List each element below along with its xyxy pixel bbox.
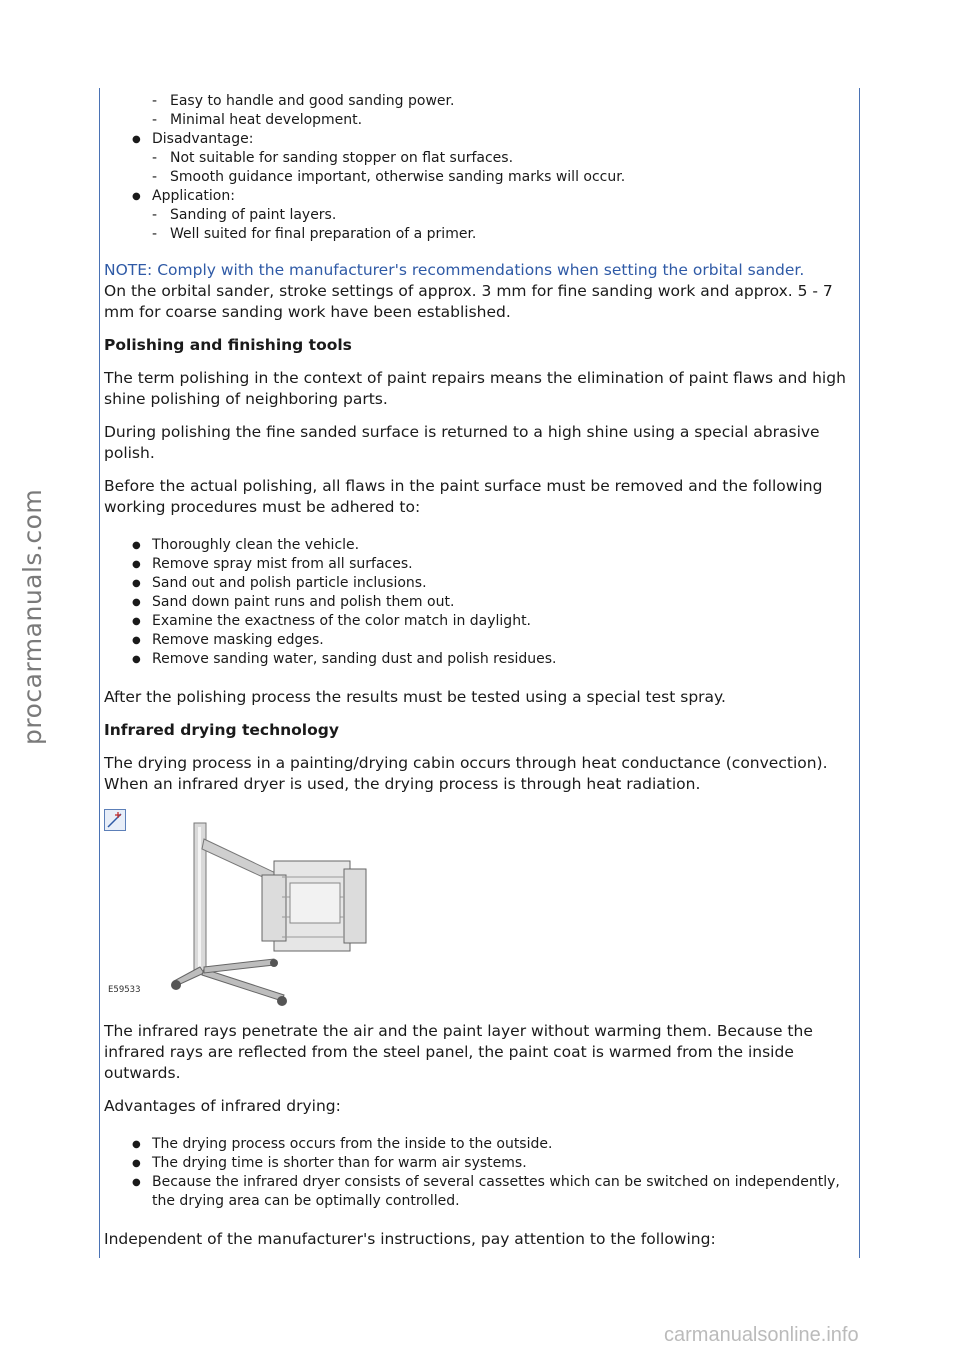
list-item: ● Thoroughly clean the vehicle.	[104, 536, 856, 555]
list-item: ● Remove spray mist from all surfaces.	[104, 555, 856, 574]
list-item: ● The drying process occurs from the inside to the outside.	[104, 1135, 856, 1154]
infrared-dryer-illustration	[164, 817, 424, 1007]
document-body	[104, 92, 856, 1250]
paragraph: On the orbital sander, stroke settings of approx. 3 mm for fine sanding work and approx. 5 - 7 mm for coarse sanding work have been established.	[104, 282, 833, 321]
paragraph: After the polishing process the results must be tested using a special test spray.	[104, 688, 726, 706]
list-item: - Well suited for final preparation of a primer.	[104, 225, 856, 244]
list-item: ● The drying time is shorter than for warm air systems.	[104, 1154, 856, 1173]
zoom-image-icon[interactable]	[104, 809, 126, 831]
footer-watermark: carmanualsonline.info	[664, 1324, 859, 1346]
section-heading: Infrared drying technology	[104, 721, 339, 739]
list-item: ● Application:	[104, 187, 856, 206]
section-heading: Polishing and finishing tools	[104, 336, 352, 354]
paragraph: Advantages of infrared drying:	[104, 1097, 341, 1115]
left-margin-rule	[99, 88, 100, 1258]
paragraph: The drying process in a painting/drying cabin occurs through heat conductance (convection). When an infrared dryer is used, the drying process is through heat radiation.	[104, 754, 828, 793]
paragraph: The infrared rays penetrate the air and the paint layer without warming them. Because the infrared rays are reflected from the steel panel, the paint coat is warmed from the inside outwards.	[104, 1022, 813, 1082]
figure	[104, 809, 856, 1009]
list-item: ● Remove sanding water, sanding dust and polish residues.	[104, 650, 856, 669]
paragraph: Independent of the manufacturer's instructions, pay attention to the following:	[104, 1230, 716, 1248]
procedure-list	[104, 536, 856, 669]
side-watermark: procarmanuals.com	[18, 488, 47, 745]
advantage-list	[104, 1135, 856, 1211]
paragraph: The term polishing in the context of paint repairs means the elimination of paint flaws and high shine polishing of neighboring parts.	[104, 369, 846, 408]
list-item: ● Examine the exactness of the color match in daylight.	[104, 612, 856, 631]
list-item: ● Because the infrared dryer consists of several cassettes which can be switched on independently, the drying area can be optimally controlled.	[104, 1173, 856, 1211]
right-margin-rule	[859, 88, 860, 1258]
list-item: ● Remove masking edges.	[104, 631, 856, 650]
list-item: ● Sand down paint runs and polish them out.	[104, 593, 856, 612]
list-item: - Minimal heat development.	[104, 111, 856, 130]
note: NOTE: Comply with the manufacturer's recommendations when setting the orbital sander.	[104, 261, 805, 279]
list-item: ● Disadvantage:	[104, 130, 856, 149]
list-item: - Smooth guidance important, otherwise sanding marks will occur.	[104, 168, 856, 187]
paragraph: Before the actual polishing, all flaws in the paint surface must be removed and the following working procedures must be adhered to:	[104, 477, 823, 516]
list-item: - Not suitable for sanding stopper on flat surfaces.	[104, 149, 856, 168]
list-item: - Easy to handle and good sanding power.	[104, 92, 856, 111]
paragraph: During polishing the fine sanded surface is returned to a high shine using a special abrasive polish.	[104, 423, 820, 462]
list-item: - Sanding of paint layers.	[104, 206, 856, 225]
list-item: ● Sand out and polish particle inclusions.	[104, 574, 856, 593]
figure-code: E59533	[108, 985, 141, 995]
